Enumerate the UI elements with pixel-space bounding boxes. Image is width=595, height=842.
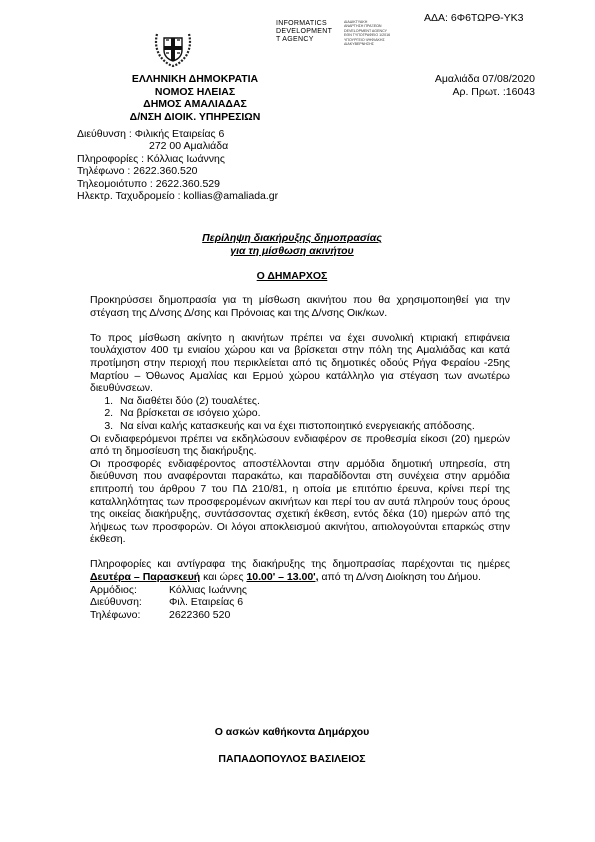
title-line-1: Περίληψη διακήρυξης δημοπρασίας — [202, 232, 382, 244]
header-line: ΕΛΛΗΝΙΚΗ ΔΗΜΟΚΡΑΤΙΑ — [131, 73, 259, 85]
date-block — [405, 73, 535, 98]
address-value: Φιλ. Εταιρείας 6 — [169, 596, 244, 609]
agency-stamp-line: DEVELOPMENT AGENCY — [344, 28, 388, 33]
address-row — [77, 128, 278, 140]
list-item: 3. Να είναι καλής κατασκευής και να έχει πιστοποιητικό ενεργειακής απόδοσης. — [116, 420, 510, 433]
address-line-1: Φιλικής Εταιρείας 6 — [134, 128, 225, 140]
agency-stamp-line: ΔΙΑΔΙΚΤΥΑΚΗ — [344, 20, 368, 24]
info-pre: Πληροφορίες και αντίγραφα της διακήρυξης της δημοπρασίας παρέχονται τις ημέρες — [90, 558, 510, 571]
agency-stamp-line: ΕΘΝ ΤΥΠΟΓΡΑΦΕΙΟ 1/2016 — [344, 33, 391, 38]
list-item: 2. Να βρίσκεται σε ισόγειο χώρο. — [116, 407, 510, 420]
document-title — [77, 232, 507, 257]
signatory-role: Ο ασκών καθήκοντα Δημάρχου — [214, 726, 370, 738]
info-mid: και ώρες — [200, 571, 247, 584]
responsible-label: Αρμόδιος: — [90, 583, 137, 596]
document-date: Αμαλιάδα 07/08/2020 — [434, 73, 535, 85]
phone-row: Τηλέφωνο : 2622.360.520 — [77, 165, 198, 178]
list-item: 1. Να διαθέτει δύο (2) τουαλέτες. — [116, 395, 510, 408]
phone-row — [90, 609, 510, 622]
contact-details — [77, 128, 278, 202]
mayor-heading: Ο ΔΗΜΑΡΧΟΣ — [256, 270, 328, 282]
info-row: Πληροφορίες : Κόλλιας Ιωάννης — [77, 152, 225, 165]
info-post: από τη Δ/νση Διοίκηση του Δήμου. — [318, 571, 481, 584]
phone-value: 2622360 520 — [169, 608, 231, 621]
requirements-list — [90, 395, 510, 433]
email-row: Ηλεκτρ. Ταχυδρομείο : kollias@amaliada.gr — [77, 190, 279, 203]
address-line-2: 272 00 Αμαλιάδα — [149, 140, 229, 153]
agency-logo-line: DEVELOPMENT — [276, 28, 333, 35]
fax-row: Τηλεομοιότυπο : 2622.360.529 — [77, 177, 220, 190]
address-row — [90, 596, 510, 609]
agency-stamp — [344, 20, 414, 46]
responsible-value: Κόλλιας Ιωάννης — [169, 583, 247, 596]
info-paragraph — [90, 558, 510, 583]
offers-paragraph: Οι προσφορές ενδιαφέροντος αποστέλλονται στην αρμόδια δημοτική υπηρεσία, στη διεύθυνση που αναφέρονται παρακάτω, και παραδίδονται στη συνέχεια στην αρμόδια επιτροπή του άρθρου 7 του ΠΔ 210/81, η οποία με επιτόπιο έρευνα, κρίνει περί της καταλληλότητας των προσφερομένων ακινήτων και περί του αν αυτά πληρούν τους όρους της οικείας διακήρυξης, συντάσσοντας σχετική έκθεση, εντός δέκα (10) ημερών από της λήψεως των προσφορών. Οι λόγοι αποκλεισμού ακινήτου, αιτιολογούνται επαρκώς στην έκθεση. — [90, 457, 510, 546]
header-line: ΝΟΜΟΣ ΗΛΕΙΑΣ — [154, 85, 236, 98]
info-hours: 10.00' – 13.00', — [246, 571, 319, 584]
agency-stamp-line: ΔΙΑΚΥΒΕΡΝΗΣΗΣ — [344, 42, 375, 47]
agency-stamp-line: ΥΠΟΥΡΓΕΙΟ ΨΗΦΙΑΚΗΣ — [344, 37, 385, 42]
authority-header — [100, 73, 290, 123]
agency-logo-line: T AGENCY — [276, 36, 314, 43]
protocol-number: Αρ. Πρωτ. :16043 — [452, 85, 535, 98]
signatory-name: ΠΑΠΑΔΟΠΟΥΛΟΣ ΒΑΣΙΛΕΙΟΣ — [218, 753, 366, 765]
ada-code: ΑΔΑ: 6Φ6ΤΩΡΘ-ΥΚ3 — [424, 12, 524, 24]
header-line: Δ/ΝΣΗ ΔΙΟΙΚ. ΥΠΗΡΕΣΙΩΝ — [129, 110, 261, 123]
agency-logo — [276, 20, 346, 44]
header-line: ΔΗΜΟΣ ΑΜΑΛΙΑΔΑΣ — [143, 98, 247, 110]
intro-paragraph: Προκηρύσσει δημοπρασία για τη μίσθωση ακινήτου που θα χρησιμοποιηθεί για την στέγαση της Δ/νσης Δ/σης και Πρόνοιας και της Δ/νσης Οικ/κων. — [90, 294, 510, 319]
address-label: Διεύθυνση: — [90, 596, 142, 609]
interest-paragraph: Οι ενδιαφερόμενοι πρέπει να εκδηλώσουν ενδιαφέρον σε προθεσμία είκοσι (20) ημερών από τη δημοσίευση της διακήρυξης. — [90, 432, 510, 458]
responsible-row — [90, 584, 510, 597]
phone-label: Τηλέφωνο: — [90, 608, 141, 621]
document-body — [90, 294, 510, 621]
address-label: Διεύθυνση : — [77, 128, 132, 140]
greek-emblem-icon — [152, 24, 194, 71]
info-days: Δευτέρα – Παρασκευή — [90, 571, 201, 584]
agency-stamp-line: ΑΝΑΡΤΗΣΗ ΠΡΑΞΕΩΝ — [344, 24, 382, 29]
requirements-paragraph: Το προς μίσθωση ακίνητο η ακινήτων πρέπει να έχει συνολική κτιριακή επιφάνεια τουλάχιστον 400 τμ ενιαίου χώρου και να βρίσκεται στην πόλη της Αμαλιάδας και κατά προτίμηση στην περιοχή που περικλείεται από τις δημοτικές οδούς Ρήγα Φεραίου -25ης Μαρτίου – Όθωνος Αμαλίας και Ερμού χώρου κατάλληλο για στέγαση των ανωτέρω διευθύνσεων. — [90, 331, 510, 395]
agency-logo-line: INFORMATICS — [276, 20, 328, 27]
title-line-2: για τη μίσθωση ακινήτου — [230, 244, 354, 257]
